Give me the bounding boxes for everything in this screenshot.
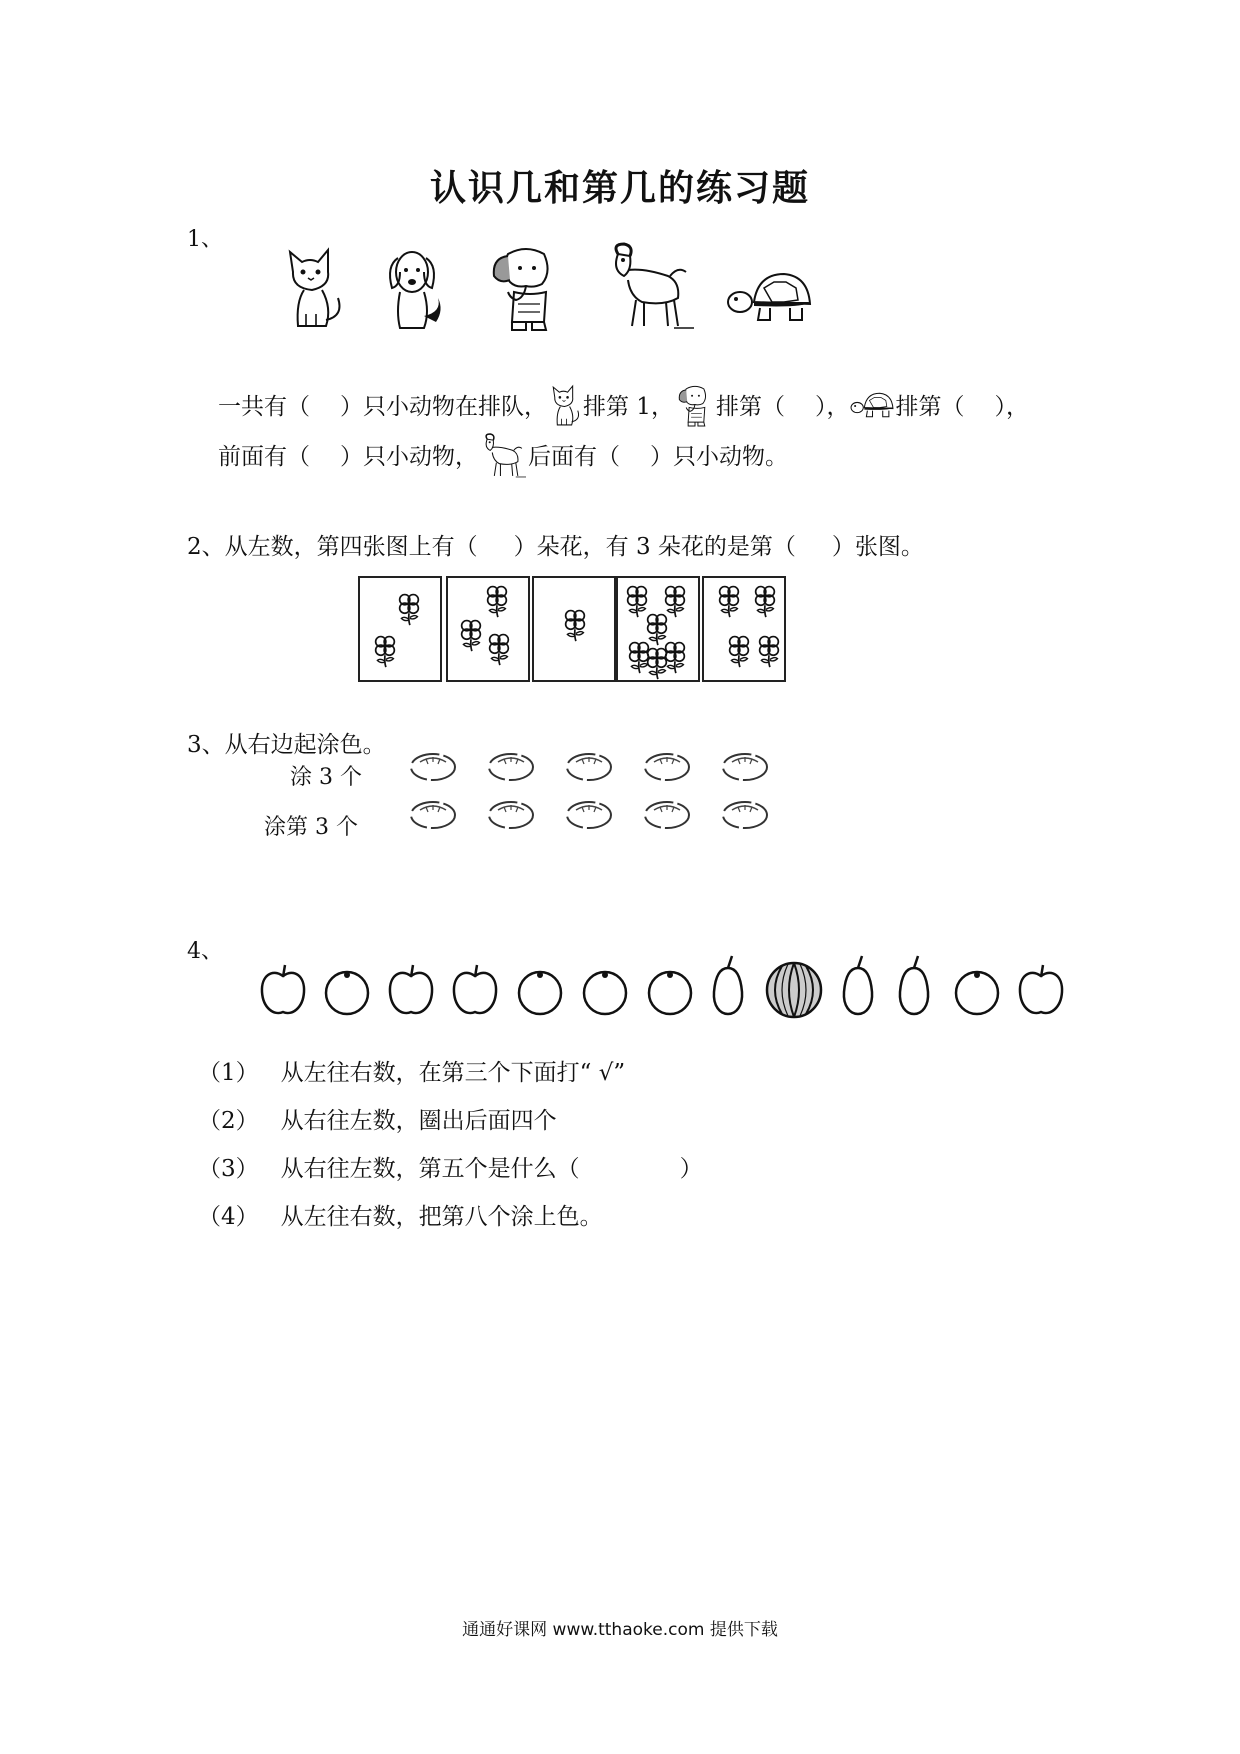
goat-icon — [604, 240, 694, 334]
flower-icon — [484, 584, 510, 622]
bun-icon[interactable] — [642, 798, 692, 834]
elephant-icon — [674, 383, 716, 433]
q1-line1-text1: 一共有（ — [218, 394, 310, 420]
q4-sub4-text: 从左往右数，把第八个涂上色。 — [280, 1204, 603, 1230]
q1-line2-text2: ）只小动物， — [340, 444, 478, 470]
bun-icon[interactable] — [408, 798, 458, 834]
bun-icon[interactable] — [408, 750, 458, 786]
turtle-icon — [724, 262, 814, 336]
bun-icon[interactable] — [564, 750, 614, 786]
q1-line1-text2: ）只小动物在排队， — [340, 394, 547, 420]
cat-icon — [278, 242, 348, 336]
flower-card — [446, 576, 530, 682]
q3-row2-label: 涂第 3 个 — [264, 815, 358, 840]
q4-sub2 — [198, 1102, 557, 1135]
q4-sub1 — [198, 1054, 625, 1087]
q1-line2-text4: ）只小动物。 — [650, 444, 788, 470]
q4-sub3-num: （3） — [198, 1156, 259, 1182]
q1-number: 1、 — [187, 227, 223, 252]
q3-text: 从右边起涂色。 — [224, 732, 386, 758]
elephant-icon — [486, 242, 566, 336]
q3-line — [187, 726, 386, 759]
q3-number: 3、 — [187, 732, 225, 758]
flower-card — [702, 576, 786, 682]
page-title: 认识几和第几的练习题 — [429, 167, 810, 209]
footer-text: 通通好课网 www.tthaoke.com 提供下载 — [462, 1620, 778, 1640]
bun-icon[interactable] — [642, 750, 692, 786]
bun-icon[interactable] — [720, 798, 770, 834]
flower-card — [532, 576, 616, 682]
bun-icon[interactable] — [564, 798, 614, 834]
flower-card — [616, 576, 700, 682]
q1-line1-text7: ）， — [994, 394, 1029, 420]
q4-sub1-text: 从左往右数，在第三个下面打“ √” — [280, 1060, 626, 1086]
q1-line1 — [218, 382, 1029, 434]
q2-number: 2、 — [187, 534, 225, 560]
flower-icon — [716, 584, 742, 622]
q1-line1-text5: ）， — [814, 394, 850, 420]
flower-card — [358, 576, 442, 682]
flower-icon — [726, 634, 752, 672]
q4-sub2-text: 从右往左数，圈出后面四个 — [280, 1108, 557, 1134]
dog-icon — [380, 242, 450, 336]
q1-line2 — [218, 432, 788, 484]
q4-number: 4、 — [187, 939, 223, 964]
goat-icon — [478, 432, 528, 484]
q4-sub4-num: （4） — [198, 1204, 259, 1230]
flower-icon — [644, 646, 670, 684]
q4-sub3-end: ） — [679, 1156, 703, 1182]
q1-line2-text3: 后面有（ — [528, 444, 620, 470]
q4-sub3-text: 从右往左数，第五个是什么（ — [280, 1156, 580, 1182]
q2-text3: ）张图。 — [831, 534, 924, 560]
q1-line1-text4: 排第（ — [715, 394, 785, 420]
q4-sub3 — [198, 1150, 703, 1183]
bun-icon[interactable] — [720, 750, 770, 786]
q3-row1-label: 涂 3 个 — [290, 765, 362, 790]
q2-text2: ）朵花，有 3 朵花的是第（ — [513, 534, 796, 560]
q1-line1-text3: 排第 1， — [583, 394, 674, 420]
flower-icon — [396, 592, 422, 630]
flower-icon — [756, 634, 782, 672]
q2-text1: 从左数，第四张图上有（ — [224, 534, 478, 560]
q4-sub2-num: （2） — [198, 1108, 259, 1134]
q4-sub4 — [198, 1198, 603, 1231]
q1-line2-text1: 前面有（ — [218, 444, 310, 470]
flower-icon — [562, 608, 588, 646]
q4-sub1-num: （1） — [198, 1060, 259, 1086]
flower-icon — [486, 632, 512, 670]
q1-line1-text6: 排第（ — [895, 394, 965, 420]
q2-line — [187, 528, 924, 561]
flower-icon — [752, 584, 778, 622]
flower-icon — [372, 634, 398, 672]
bun-icon[interactable] — [486, 750, 536, 786]
cat-icon — [547, 382, 583, 434]
bun-icon[interactable] — [486, 798, 536, 834]
flower-icon — [458, 618, 484, 656]
turtle-icon — [849, 387, 895, 429]
